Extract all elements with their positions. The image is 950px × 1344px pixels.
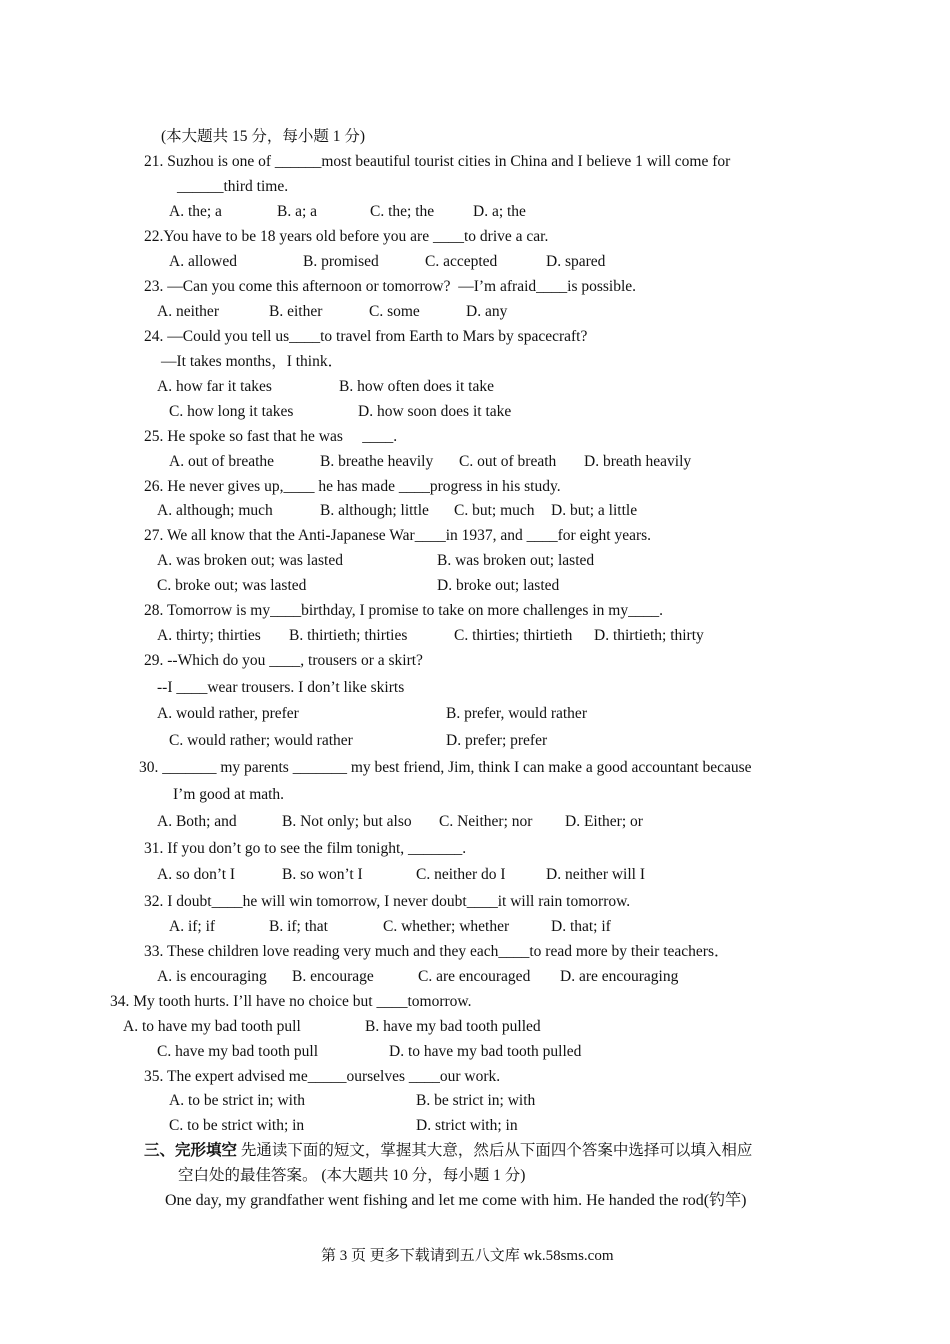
question-25-option-d[interactable]: D. breath heavily [584,453,692,470]
question-24-option-c[interactable]: C. how long it takes [169,403,294,420]
question-31-stem: 31. If you don’t go to see the film tonight, _______. [144,840,467,857]
question-23-option-c[interactable]: C. some [369,303,420,320]
question-28-stem: 28. Tomorrow is my____birthday, I promise to take on more challenges in my____. [144,602,663,619]
question-24-option-b[interactable]: B. how often does it take [339,378,494,395]
question-29-stem-cont: --I ____wear trousers. I don’t like skirts [157,679,405,696]
question-25-option-c[interactable]: C. out of breath [459,453,557,470]
question-34-option-a[interactable]: A. to have my bad tooth pull [123,1018,301,1035]
question-33-option-d[interactable]: D. are encouraging [560,968,679,985]
question-27-option-b[interactable]: B. was broken out; lasted [437,552,595,569]
question-34-option-c[interactable]: C. have my bad tooth pull [157,1043,319,1060]
question-21-option-b[interactable]: B. a; a [277,203,318,220]
question-25-stem: 25. He spoke so fast that he was ____. [144,428,398,445]
section-3-heading-line [144,1143,752,1159]
question-29-stem: 29. --Which do you ____, trousers or a skirt? [144,652,423,669]
question-32-option-d[interactable]: D. that; if [551,918,611,935]
question-23-stem: 23. —Can you come this afternoon or tomorrow? —I’m afraid____is possible. [144,278,637,295]
question-35-option-d[interactable]: D. strict with; in [416,1117,518,1134]
section-score-note: (本大题共 15 分，每小题 1 分) [161,128,366,145]
question-26-stem: 26. He never gives up,____ he has made ____progress in his study. [144,478,561,495]
question-31-option-b[interactable]: B. so won’t I [282,866,363,883]
question-33-stem: 33. These children love reading very much and they each____to read more by their teachers． [144,943,730,960]
question-30-option-c[interactable]: C. Neither; nor [439,813,533,830]
question-31-option-c[interactable]: C. neither do I [416,866,506,883]
question-33-option-a[interactable]: A. is encouraging [157,968,267,985]
question-32-option-a[interactable]: A. if; if [169,918,216,935]
question-27-option-d[interactable]: D. broke out; lasted [437,577,560,594]
question-29-option-c[interactable]: C. would rather; would rather [169,732,353,749]
question-33-option-b[interactable]: B. encourage [292,968,374,985]
question-28-option-c[interactable]: C. thirties; thirtieth [454,627,573,644]
question-35-option-b[interactable]: B. be strict in; with [416,1092,536,1109]
passage-first-line: One day, my grandfather went fishing and let me come with him. He handed the rod(钓竿) [165,1192,747,1209]
question-27-option-a[interactable]: A. was broken out; was lasted [157,552,343,569]
question-26-option-b[interactable]: B. although; little [320,502,429,519]
question-35-option-c[interactable]: C. to be strict with; in [169,1117,305,1134]
question-21-stem-cont: ______third time. [177,178,289,195]
question-31-option-d[interactable]: D. neither will I [546,866,646,883]
question-35-option-a[interactable]: A. to be strict in; with [169,1092,306,1109]
question-22-option-d[interactable]: D. spared [546,253,606,270]
question-28-option-d[interactable]: D. thirtieth; thirty [594,627,704,644]
question-21-option-d[interactable]: D. a; the [473,203,526,220]
question-25-option-b[interactable]: B. breathe heavily [320,453,434,470]
question-26-option-d[interactable]: D. but; a little [551,502,638,519]
question-32-option-c[interactable]: C. whether; whether [383,918,510,935]
question-25-option-a[interactable]: A. out of breathe [169,453,275,470]
page-footer: 第 3 页 更多下载请到五八文库 wk.58sms.com [321,1248,614,1264]
question-32-stem: 32. I doubt____he will win tomorrow, I never doubt____it will rain tomorrow. [144,893,631,910]
question-31-option-a[interactable]: A. so don’t I [157,866,236,883]
question-23-option-d[interactable]: D. any [466,303,508,320]
section-3-instruction: 先通读下面的短文，掌握其大意，然后从下面四个答案中选择可以填入相应 [237,1142,753,1159]
question-21-option-a[interactable]: A. the; a [169,203,222,220]
question-34-option-b[interactable]: B. have my bad tooth pulled [365,1018,541,1035]
question-32-option-b[interactable]: B. if; that [269,918,328,935]
question-34-stem: 34. My tooth hurts. I’ll have no choice but ____tomorrow. [110,993,472,1010]
question-27-stem: 27. We all know that the Anti-Japanese War____in 1937, and ____for eight years. [144,527,652,544]
question-22-option-b[interactable]: B. promised [303,253,379,270]
question-26-option-a[interactable]: A. although; much [157,502,273,519]
question-30-stem: 30. _______ my parents _______ my best friend, Jim, think I can make a good accountant because [139,759,752,776]
question-33-option-c[interactable]: C. are encouraged [418,968,531,985]
question-28-option-a[interactable]: A. thirty; thirties [157,627,261,644]
question-24-option-d[interactable]: D. how soon does it take [358,403,512,420]
question-26-option-c[interactable]: C. but; much [454,502,535,519]
question-29-option-d[interactable]: D. prefer; prefer [446,732,548,749]
question-30-option-a[interactable]: A. Both; and [157,813,237,830]
question-28-option-b[interactable]: B. thirtieth; thirties [289,627,408,644]
section-3-heading: 三、完形填空 [144,1142,238,1159]
question-29-option-b[interactable]: B. prefer, would rather [446,705,587,722]
question-22-option-c[interactable]: C. accepted [425,253,498,270]
question-23-option-a[interactable]: A. neither [157,303,219,320]
question-24-stem-cont: —It takes months，I think． [161,353,344,370]
question-30-stem-cont: I’m good at math. [173,786,285,803]
question-21-option-c[interactable]: C. the; the [370,203,435,220]
section-3-instruction-cont: 空白处的最佳答案。 (本大题共 10 分，每小题 1 分) [178,1167,526,1184]
question-30-option-b[interactable]: B. Not only; but also [282,813,412,830]
question-24-stem: 24. —Could you tell us____to travel from Earth to Mars by spacecraft? [144,328,588,345]
question-24-option-a[interactable]: A. how far it takes [157,378,272,395]
question-23-option-b[interactable]: B. either [269,303,323,320]
question-27-option-c[interactable]: C. broke out; was lasted [157,577,307,594]
question-22-option-a[interactable]: A. allowed [169,253,238,270]
question-29-option-a[interactable]: A. would rather, prefer [157,705,299,722]
question-30-option-d[interactable]: D. Either; or [565,813,643,830]
question-35-stem: 35. The expert advised me_____ourselves ____our work. [144,1068,501,1085]
question-34-option-d[interactable]: D. to have my bad tooth pulled [389,1043,582,1060]
question-21-stem: 21. Suzhou is one of ______most beautiful tourist cities in China and I believe 1 will come for [144,153,731,170]
question-22-stem: 22.You have to be 18 years old before you are ____to drive a car. [144,228,549,245]
